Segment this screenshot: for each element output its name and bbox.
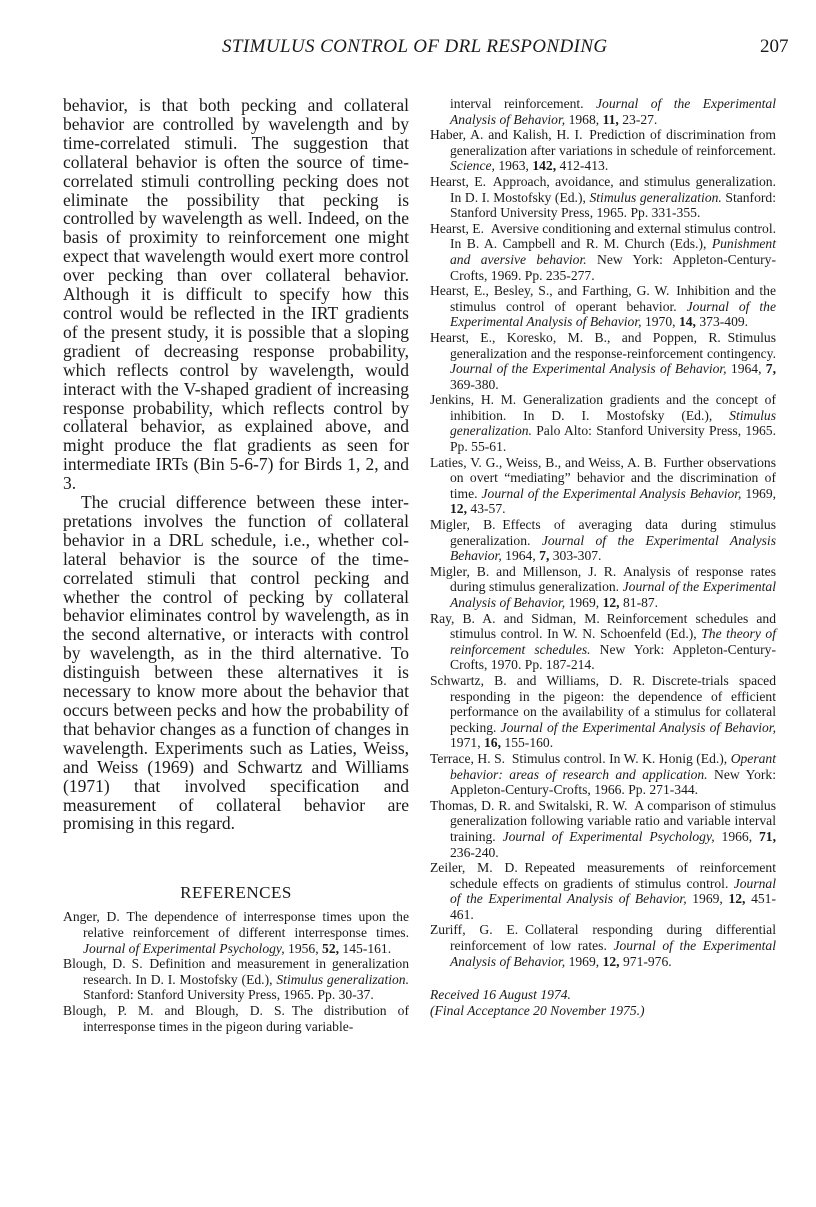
reference-source: Journal of the Experimental Analysis of Behavior, — [450, 579, 776, 610]
reference-authors: Jenkins, H. M. — [430, 392, 517, 408]
reference-title: Generalization gradients and the concept of inhibition. In D. I. Mostofsky (Ed.), — [450, 392, 776, 423]
reference-year: 1969, — [692, 891, 723, 907]
reference-authors: Hearst, E. — [430, 173, 486, 189]
reference-volume: 71, — [759, 828, 776, 844]
reference-title: Prediction of discrimination from generalization after variations in schedule of reinforcement. — [450, 127, 776, 158]
reference-title: Analysis of response rates during stimulus generalization. — [450, 563, 776, 595]
reference-title: The distribution of interresponse times in the pigeon during variable- — [83, 1002, 409, 1034]
reference-volume: 12, — [602, 953, 620, 969]
reference-pages: 369-380. — [450, 376, 499, 392]
reference-entry — [430, 283, 776, 330]
reference-year: 1970, — [644, 314, 676, 330]
reference-title: Definition and measurement in generalization research. In D. I. Mostofsky (Ed.), — [83, 956, 409, 987]
reference-volume: 52, — [322, 940, 340, 956]
reference-source: Stimulus generalization. — [276, 971, 409, 987]
received-dates — [430, 987, 776, 1018]
reference-volume: 14, — [678, 314, 696, 330]
reference-title: The dependence of interresponse times upon the relative reinforcement of different interresponse times. — [83, 909, 409, 940]
reference-entry — [63, 1003, 409, 1034]
reference-source: Journal of the Experimental Analysis of Behavior, — [450, 938, 777, 969]
reference-volume: 12, — [602, 595, 620, 610]
left-column — [63, 96, 409, 1034]
reference-pages: 412-413. — [559, 158, 609, 174]
reference-authors: Migler, B. — [430, 517, 496, 533]
reference-pages: New York: Appleton-Century-Crofts, 1969. Pp. 235-277. — [450, 251, 776, 283]
reference-pages: 23-27. — [622, 111, 658, 127]
reference-entry — [430, 564, 776, 611]
reference-volume: 12, — [450, 501, 467, 517]
right-column — [430, 96, 776, 1018]
reference-authors: Laties, V. G., Weiss, B., and Weiss, A. B. — [430, 454, 657, 470]
reference-entry — [63, 956, 409, 1003]
reference-entry — [430, 330, 776, 392]
reference-title: Stimulus generalization and the response-reinforcement contingency. — [450, 329, 776, 361]
reference-year: 1969, — [745, 485, 777, 501]
reference-pages: Stanford: Stanford University Press, 1965. Pp. 331-355. — [450, 189, 776, 221]
reference-authors: Anger, D. — [63, 909, 120, 925]
references-heading: REFERENCES — [180, 883, 292, 903]
reference-title: Repeated measurements of reinforcement schedule effects on gradients of stimulus control. — [450, 860, 776, 891]
reference-source: Journal of the Experimental Analysis of Behavior, — [450, 96, 776, 127]
reference-entry — [63, 909, 409, 956]
reference-pages: New York: Appleton-Century-Crofts, 1970. Pp. 187-214. — [450, 641, 776, 673]
reference-year: 1963, — [498, 158, 529, 174]
reference-pages: Palo Alto: Stanford University Press, 1965. Pp. 55-61. — [450, 423, 776, 455]
reference-year: 1966, — [721, 828, 753, 844]
reference-entry — [430, 798, 776, 860]
reference-title: interval reinforcement. — [450, 96, 584, 111]
reference-title: Reinforcement schedules and stimulus control. In W. N. Schoenfeld (Ed.), — [450, 610, 777, 642]
reference-source: Journal of Experimental Psychology, — [502, 828, 715, 844]
reference-title: Approach, avoidance, and stimulus generalization. In D. I. Mostofsky (Ed.), — [450, 173, 776, 205]
reference-authors: Hearst, E., Koresko, M. B., and Poppen, R. — [430, 329, 721, 345]
reference-source: Journal of the Experimental Analysis of Behavior, — [450, 298, 776, 330]
reference-authors: Schwartz, B. and Williams, D. R. — [430, 672, 646, 688]
reference-authors: Terrace, H. S. — [430, 750, 506, 766]
reference-pages: 971-976. — [622, 953, 672, 969]
reference-entry — [430, 392, 776, 454]
reference-list-right — [430, 96, 776, 969]
reference-entry — [430, 860, 776, 922]
received-date: Received 16 August 1974. — [430, 987, 571, 1003]
final-acceptance-date: (Final Acceptance 20 November 1975.) — [430, 1002, 645, 1018]
reference-year: 1969, — [568, 595, 600, 610]
reference-year: 1964, — [505, 548, 536, 564]
reference-pages: 236-240. — [450, 844, 499, 860]
reference-title: Inhibition and the stimulus control of operant behavior. — [450, 283, 776, 314]
reference-volume: 16, — [484, 735, 501, 751]
reference-title: A comparison of stimulus generalization following variable ratio and variable interval training. — [450, 797, 776, 844]
reference-entry — [430, 174, 776, 221]
reference-year: 1971, — [450, 735, 481, 751]
reference-title: Stimulus control. In W. K. Honig (Ed.), — [511, 750, 728, 766]
reference-source: Journal of Experimental Psychology, — [83, 940, 285, 956]
reference-volume: 12, — [728, 891, 746, 907]
reference-authors: Haber, A. and Kalish, H. I. — [430, 127, 583, 143]
reference-source: Punishment and aversive behavior. — [450, 236, 776, 267]
reference-source: Journal of the Experimental Analysis Behavior, — [450, 532, 776, 564]
reference-list-left — [63, 909, 409, 1034]
reference-year: 1968, — [568, 111, 600, 127]
reference-volume: 7, — [539, 548, 550, 564]
reference-entry — [430, 96, 776, 127]
reference-entry — [430, 751, 776, 798]
reference-title: Discrete-trials spaced responding in the pigeon: the dependence of efficient performance on the availability of a stimulus for collateral pecking. — [450, 672, 776, 735]
reference-entry — [430, 673, 776, 751]
reference-source: Stimulus generalization. — [450, 407, 776, 439]
reference-entry — [430, 922, 776, 969]
reference-pages: Stanford: Stanford University Press, 1965. Pp. 30-37. — [83, 987, 374, 1003]
reference-authors: Migler, B. and Millenson, J. R. — [430, 563, 617, 579]
reference-entry — [430, 127, 776, 174]
reference-source: Journal of the Experimental Analysis of Behavior, — [500, 719, 776, 735]
reference-pages: 303-307. — [552, 548, 602, 564]
reference-source: Operant behavior: areas of research and application. — [450, 750, 776, 782]
reference-pages: 43-57. — [470, 501, 506, 517]
reference-authors: Blough, P. M. and Blough, D. S. — [63, 1002, 285, 1018]
reference-entry — [430, 455, 776, 517]
reference-title: Further observations on overt “mediating” behavior and the discrimination of time. — [450, 454, 776, 501]
reference-pages: 155-160. — [504, 735, 554, 751]
reference-entry — [430, 611, 776, 673]
reference-title: Effects of averaging data during stimulus generalization. — [450, 517, 776, 548]
reference-title: Collateral responding during differential reinforcement of low rates. — [450, 922, 776, 954]
body-text — [63, 96, 409, 833]
reference-source: Journal of the Experimental Analysis of Behavior, — [450, 875, 776, 907]
reference-year: 1969, — [568, 953, 600, 969]
reference-volume: 142, — [532, 158, 557, 174]
reference-pages: 81-87. — [622, 595, 659, 610]
reference-authors: Hearst, E. — [430, 220, 484, 236]
reference-authors: Blough, D. S. — [63, 956, 143, 972]
reference-pages: 145-161. — [342, 940, 392, 956]
reference-title: Aversive conditioning and external stimulus control. In B. A. Campbell and R. M. Church (Eds.), — [450, 220, 776, 252]
reference-authors: Hearst, E., Besley, S., and Farthing, G. W. — [430, 283, 670, 299]
body-paragraph: behavior, is that both pecking and collateral behavior are controlled by wavelength and by time-correlated stimuli. The suggestion that collateral behavior is often the source of time-correlated stimuli controlling pecking does not eliminate the possibility that pecking is controlled by wavelength as well. Indeed, on the basis of proximity to reinforcement one might expect that wavelength would exert more control over pecking than over collateral behavior. Although it is difficult to specify how this control would be reflected in the IRT gradients of the present study, it is possible that a sloping gradient of decreasing response probability, which reflects control by wavelength, would interact with the V-shaped gradient of increasing response probability, which reflects control by collateral behavior, as explained above, and might produce the flat gradients as seen for intermediate IRTs (Bin 5-6-7) for Birds 1, 2, and 3. — [63, 95, 409, 494]
reference-authors: Zeiler, M. D. — [430, 860, 518, 876]
reference-entry — [430, 517, 776, 564]
reference-entry — [430, 221, 776, 283]
body-paragraph: The crucial difference between these interpretations involves the function of collateral behavior in a DRL schedule, i.e., whether collateral behavior is the source of the time-correlated stimuli that control pecking and whether the control of pecking by collateral behavior eliminates control by wavelength, as in the second alternative, or interacts with control by wavelength, as in the third alternative. To distinguish between these alternatives it is necessary to know more about the behavior that occurs between pecks and how the probability of that behavior changes as a function of changes in wavelength. Experiments such as Laties, Weiss, and Weiss (1969) and Schwartz and Williams (1971) that involved specification and measurement of collateral behavior are promising in this regard. — [63, 492, 409, 834]
reference-volume: 11, — [602, 111, 619, 127]
reference-source: Journal of the Experimental Analysis Behavior, — [481, 485, 742, 501]
reference-pages: New York: Appleton-Century-Crofts, 1966. Pp. 271-344. — [450, 766, 777, 798]
reference-source: The theory of reinforcement schedules. — [450, 626, 777, 657]
reference-authors: Thomas, D. R. and Switalski, R. W. — [430, 797, 628, 813]
reference-authors: Ray, B. A. and Sidman, M. — [430, 610, 600, 626]
reference-source: Stimulus generalization. — [589, 189, 722, 205]
running-title: STIMULUS CONTROL OF DRL RESPONDING — [222, 36, 608, 57]
running-head — [0, 36, 816, 60]
reference-volume: 7, — [765, 361, 776, 377]
reference-source: Science, — [450, 158, 495, 174]
reference-source: Journal of the Experimental Analysis of Behavior, — [450, 361, 727, 377]
reference-pages: 373-409. — [699, 314, 749, 330]
reference-year: 1964, — [730, 361, 762, 377]
reference-year: 1956, — [288, 940, 319, 956]
page-number: 207 — [760, 36, 789, 57]
reference-authors: Zuriff, G. E. — [430, 922, 519, 938]
reference-pages: 451-461. — [450, 891, 776, 922]
